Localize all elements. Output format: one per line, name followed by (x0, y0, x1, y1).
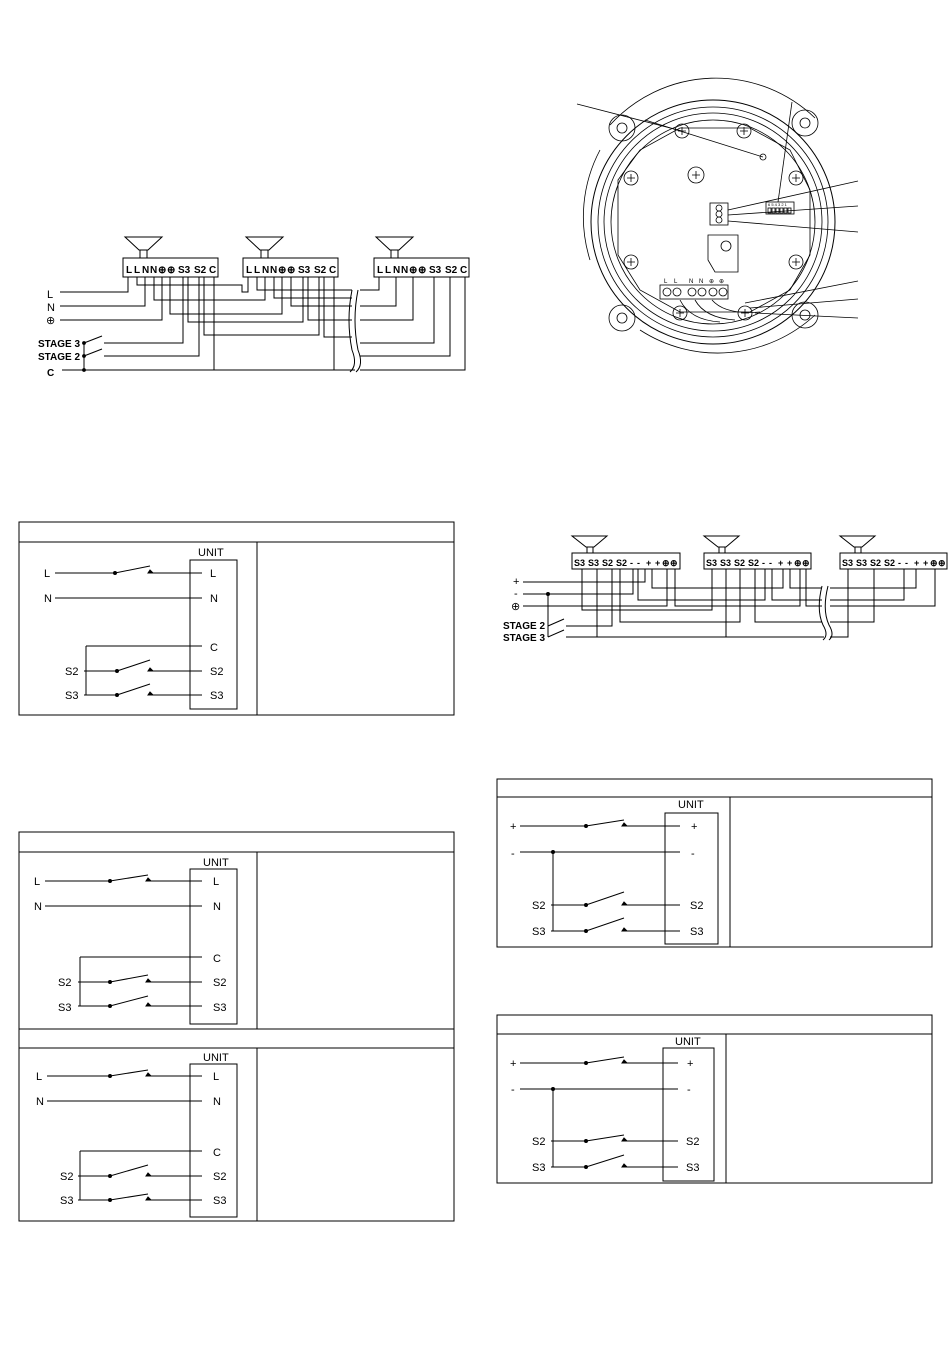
terminal-label: S3 (588, 558, 600, 568)
sounder-horn-icon (376, 237, 413, 258)
terminal-label: S2 (734, 558, 746, 568)
pcb-block-label: ⊕ (719, 279, 725, 285)
terminal-label: N (401, 265, 409, 276)
terminal-label: C (209, 265, 217, 276)
terminal-label: S3 (720, 558, 732, 568)
terminal-label: S2 (314, 265, 327, 276)
earth-label: ⊕ (511, 601, 521, 613)
pcb-block-label: ⊕ (709, 279, 715, 285)
unit-box (190, 560, 237, 709)
dip-switch-marks: 6 5 4 3 2 1 (768, 202, 787, 207)
input-label: S3 (65, 690, 79, 702)
unit-terminal-label: N (213, 901, 221, 913)
input-label: S3 (532, 926, 546, 938)
terminal-label: + (923, 558, 929, 568)
terminal-label: S3 (856, 558, 868, 568)
input-label: S3 (60, 1195, 74, 1207)
screw-icon (624, 171, 638, 185)
pcb-block-label: N (699, 279, 704, 285)
unit-label: UNIT (203, 857, 229, 869)
terminal-label: - (769, 558, 772, 568)
terminal-label: N (262, 265, 270, 276)
input-label: + (510, 821, 517, 833)
screw-icon (688, 167, 704, 183)
earth-label: ⊕ (46, 315, 56, 327)
input-label: + (510, 1058, 517, 1070)
input-label: N (44, 593, 52, 605)
input-label: S2 (65, 666, 79, 678)
ac-wiring-panel (19, 832, 454, 1221)
dc-daisy-chain-diagram (503, 536, 947, 644)
terminal-label: - (905, 558, 908, 568)
unit-terminal-label: - (691, 848, 695, 860)
input-label: S2 (60, 1171, 74, 1183)
stage-label: STAGE 3 (38, 339, 81, 350)
unit-terminal-label: S2 (213, 977, 227, 989)
terminal-label: ⊕ (802, 558, 810, 568)
ac-daisy-chain-diagram (38, 237, 469, 379)
terminal-label: - (898, 558, 901, 568)
input-label: N (34, 901, 42, 913)
unit-terminal-label: S2 (690, 900, 704, 912)
terminal-label: S3 (842, 558, 854, 568)
stage-label: C (47, 368, 55, 379)
terminal-label: - (637, 558, 640, 568)
supply-label: L (47, 289, 54, 301)
terminal-label: ⊕ (418, 265, 427, 276)
unit-label: UNIT (198, 547, 224, 559)
pcb-terminal-block (660, 279, 728, 299)
screw-icon (673, 306, 687, 320)
unit-terminal-label: L (213, 1071, 220, 1083)
terminal-label: S3 (429, 265, 442, 276)
stage-label: STAGE 2 (38, 352, 81, 363)
unit-terminal-label: L (210, 568, 217, 580)
terminal-label: S2 (616, 558, 628, 568)
input-label: S3 (532, 1162, 546, 1174)
unit-housing-drawing (577, 78, 858, 353)
pcb-block-label: L (664, 279, 668, 285)
terminal-label: N (142, 265, 150, 276)
sounder-horn-icon (704, 536, 739, 553)
terminal-label: ⊕ (670, 558, 678, 568)
selector-block (710, 203, 728, 225)
terminal-label: + (646, 558, 652, 568)
terminal-label: ⊕ (278, 265, 287, 276)
screw-icon (789, 171, 803, 185)
terminal-label: L (385, 265, 392, 276)
input-label: - (511, 1084, 515, 1096)
terminal-label: ⊕ (158, 265, 167, 276)
unit-terminal-label: S2 (210, 666, 224, 678)
unit-label: UNIT (675, 1036, 701, 1048)
terminal-label: ⊕ (409, 265, 418, 276)
input-label: S2 (532, 1136, 546, 1148)
terminal-label: S2 (445, 265, 458, 276)
terminal-label: S3 (574, 558, 586, 568)
sounder-horn-icon (246, 237, 283, 258)
unit-label: UNIT (678, 799, 704, 811)
terminal-label: ⊕ (930, 558, 938, 568)
terminal-label: S2 (884, 558, 896, 568)
sounder-horn-icon (840, 536, 875, 553)
screw-icon (789, 255, 803, 269)
sounder-horn-icon (572, 536, 607, 553)
terminal-label: - (630, 558, 633, 568)
pcb-block-label: N (689, 279, 694, 285)
unit-terminal-label: S3 (690, 926, 704, 938)
ac-wiring-panel (19, 522, 454, 715)
terminal-label: + (778, 558, 784, 568)
terminal-label: S2 (748, 558, 760, 568)
panel-wiring (520, 1057, 678, 1169)
terminal-label: L (377, 265, 384, 276)
unit-terminal-label: S3 (213, 1002, 227, 1014)
terminal-label: S3 (706, 558, 718, 568)
input-label: - (511, 848, 515, 860)
terminal-label: S2 (194, 265, 207, 276)
terminal-label: ⊕ (167, 265, 176, 276)
supply-label: - (514, 588, 518, 600)
terminal-label: ⊕ (287, 265, 296, 276)
screw-icon (737, 124, 751, 138)
input-label: L (44, 568, 51, 580)
unit-terminal-label: S3 (210, 690, 224, 702)
unit-terminal-label: S2 (213, 1171, 227, 1183)
terminal-label: L (254, 265, 261, 276)
unit-terminal-label: + (687, 1058, 694, 1070)
terminal-label: + (914, 558, 920, 568)
terminal-label: ⊕ (662, 558, 670, 568)
terminal-label: - (762, 558, 765, 568)
terminal-label: N (150, 265, 158, 276)
input-label: S2 (58, 977, 72, 989)
terminal-label: N (393, 265, 401, 276)
input-label: S3 (58, 1002, 72, 1014)
unit-terminal-label: S3 (213, 1195, 227, 1207)
unit-terminal-label: C (213, 1147, 221, 1159)
input-label: N (36, 1096, 44, 1108)
terminal-label: N (270, 265, 278, 276)
ac-chain-wiring (60, 277, 465, 372)
unit-terminal-label: C (210, 642, 218, 654)
screw-icon (738, 306, 752, 320)
leader-lines (577, 102, 858, 318)
unit-terminal-label: S2 (686, 1136, 700, 1148)
unit-terminal-label: C (213, 953, 221, 965)
pcb-block-label: L (674, 279, 678, 285)
dc-wiring-panel (497, 1015, 932, 1183)
terminal-label: C (460, 265, 468, 276)
supply-label: + (513, 576, 520, 588)
panel-wiring (520, 820, 680, 933)
unit-terminal-label: - (687, 1084, 691, 1096)
unit-terminal-label: L (213, 876, 220, 888)
unit-terminal-label: S3 (686, 1162, 700, 1174)
stage-label: STAGE 3 (503, 633, 546, 644)
terminal-label: + (787, 558, 793, 568)
unit-terminal-label: N (213, 1096, 221, 1108)
sounder-horn-icon (125, 237, 162, 258)
terminal-label: S2 (602, 558, 614, 568)
terminal-label: L (126, 265, 133, 276)
input-label: L (34, 876, 41, 888)
terminal-label: L (246, 265, 253, 276)
screw-icon (624, 255, 638, 269)
input-label: S2 (532, 900, 546, 912)
terminal-label: ⊕ (794, 558, 802, 568)
unit-box (190, 869, 237, 1024)
supply-label: N (47, 302, 55, 314)
dc-wiring-panel (497, 779, 932, 947)
dc-chain-wiring (523, 569, 935, 640)
terminal-label: + (655, 558, 661, 568)
unit-label: UNIT (203, 1052, 229, 1064)
terminal-label: S2 (870, 558, 882, 568)
terminal-label: S3 (298, 265, 311, 276)
input-label: L (36, 1071, 43, 1083)
stage-label: STAGE 2 (503, 621, 546, 632)
terminal-label: C (329, 265, 337, 276)
terminal-label: ⊕ (938, 558, 946, 568)
terminal-label: S3 (178, 265, 191, 276)
unit-terminal-label: + (691, 821, 698, 833)
terminal-label: L (134, 265, 141, 276)
unit-terminal-label: N (210, 593, 218, 605)
